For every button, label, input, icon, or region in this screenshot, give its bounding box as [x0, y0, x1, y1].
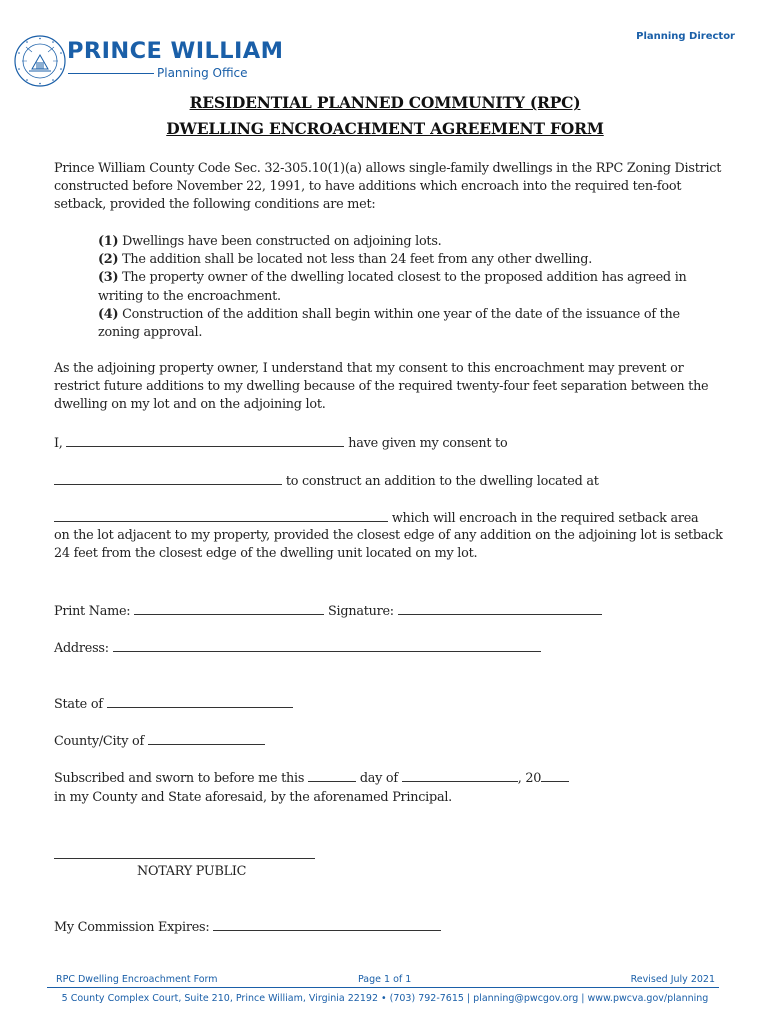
construct-line	[54, 472, 599, 491]
sworn-year-field[interactable]	[541, 769, 569, 782]
address-label: Address:	[54, 641, 109, 656]
condition-text: Dwellings have been constructed on adjoining lots.	[122, 234, 442, 249]
condition-text: The addition shall be located not less than 24 feet from any other dwelling.	[122, 252, 593, 268]
footer-page-number: Page 1 of 1	[358, 974, 412, 985]
condition-item	[98, 269, 718, 305]
form-title-line1: RESIDENTIAL PLANNED COMMUNITY (RPC)	[189, 93, 581, 112]
commission-expires-field[interactable]	[213, 918, 441, 931]
sworn-year-label: , 20	[517, 771, 542, 786]
county-seal-icon	[14, 35, 66, 87]
condition-number: (1)	[98, 234, 119, 249]
print-name-field[interactable]	[134, 602, 324, 615]
condition-number: (2)	[98, 252, 119, 268]
footer-form-name: RPC Dwelling Encroachment Form	[56, 974, 218, 985]
condition-number: (3)	[98, 270, 119, 286]
address-field[interactable]	[113, 639, 541, 652]
condition-item	[98, 251, 718, 269]
state-field[interactable]	[107, 695, 293, 708]
sworn-line	[54, 769, 569, 788]
sworn-month-field[interactable]	[402, 769, 518, 782]
consent-paragraph: As the adjoining property owner, I understand that my consent to this encroachment may prevent or restrict future additions to my dwelling because of the required twenty-four feet separation between the dwelling on my lot and on the adjoining lot.	[54, 361, 709, 413]
notary-signature-line[interactable]	[54, 858, 315, 859]
consent-line	[54, 434, 507, 453]
condition-list	[98, 233, 718, 342]
consent-suffix: have given my consent to	[348, 436, 508, 451]
form-title-line2: DWELLING ENCROACHMENT AGREEMENT FORM	[166, 119, 604, 138]
encroach-text: which will encroach in the required setback area	[391, 511, 699, 526]
logo-title: PRINCE WILLIAM	[67, 38, 284, 64]
dwelling-address-blank[interactable]	[54, 509, 388, 522]
construct-text: to construct an addition to the dwelling located at	[285, 474, 599, 489]
signature-field[interactable]	[398, 602, 602, 615]
commission-line	[54, 918, 441, 937]
header-role: Planning Director	[636, 31, 735, 42]
county-field[interactable]	[148, 732, 265, 745]
state-line	[54, 695, 293, 714]
sworn-day-field[interactable]	[308, 769, 356, 782]
encroach-line	[54, 509, 698, 528]
consenting-owner-blank[interactable]	[66, 434, 344, 447]
sworn-line2: in my County and State aforesaid, by the aforenamed Principal.	[54, 790, 452, 805]
commission-label: My Commission Expires:	[54, 920, 210, 935]
footer-contact: 5 County Complex Court, Suite 210, Prince William, Virginia 22192 • (703) 792-7615 | planning@pwcgov.org | www.pwcva.gov/planning	[61, 993, 709, 1004]
address-line	[54, 639, 541, 658]
footer-revised: Revised July 2021	[630, 974, 715, 985]
sworn-prefix: Subscribed and sworn to before me this	[54, 771, 305, 786]
print-name-label: Print Name:	[54, 604, 131, 619]
intro-paragraph: Prince William County Code Sec. 32-305.10(1)(a) allows single-family dwellings in the RPC Zoning District constructed before November 22, 1991, to have additions which encroach into the required ten-foot setback, provided the following conditions are met:	[54, 161, 722, 213]
sworn-day-label: day of	[359, 771, 398, 786]
condition-text: Construction of the addition shall begin within one year of the date of the issuance of the zoning approval.	[98, 306, 680, 341]
notary-label: NOTARY PUBLIC	[137, 864, 247, 879]
condition-item	[98, 233, 718, 251]
logo-divider	[68, 73, 154, 74]
name-signature-line	[54, 602, 602, 621]
signature-label: Signature:	[328, 604, 394, 619]
county-line	[54, 732, 265, 751]
consent-prefix: I,	[54, 436, 63, 451]
encroach-continuation: on the lot adjacent to my property, provided the closest edge of any addition on the adjoining lot is setback 24 feet from the closest edge of the dwelling unit located on my lot.	[54, 528, 723, 562]
applicant-name-blank[interactable]	[54, 472, 282, 485]
footer-divider	[47, 987, 719, 988]
condition-text: The property owner of the dwelling located closest to the proposed addition has agreed in writing to the encroachment.	[98, 270, 687, 304]
state-label: State of	[54, 697, 103, 712]
condition-item	[98, 306, 718, 342]
logo-subtitle: Planning Office	[157, 66, 248, 80]
county-label: County/City of	[54, 734, 144, 749]
condition-number: (4)	[98, 306, 119, 322]
